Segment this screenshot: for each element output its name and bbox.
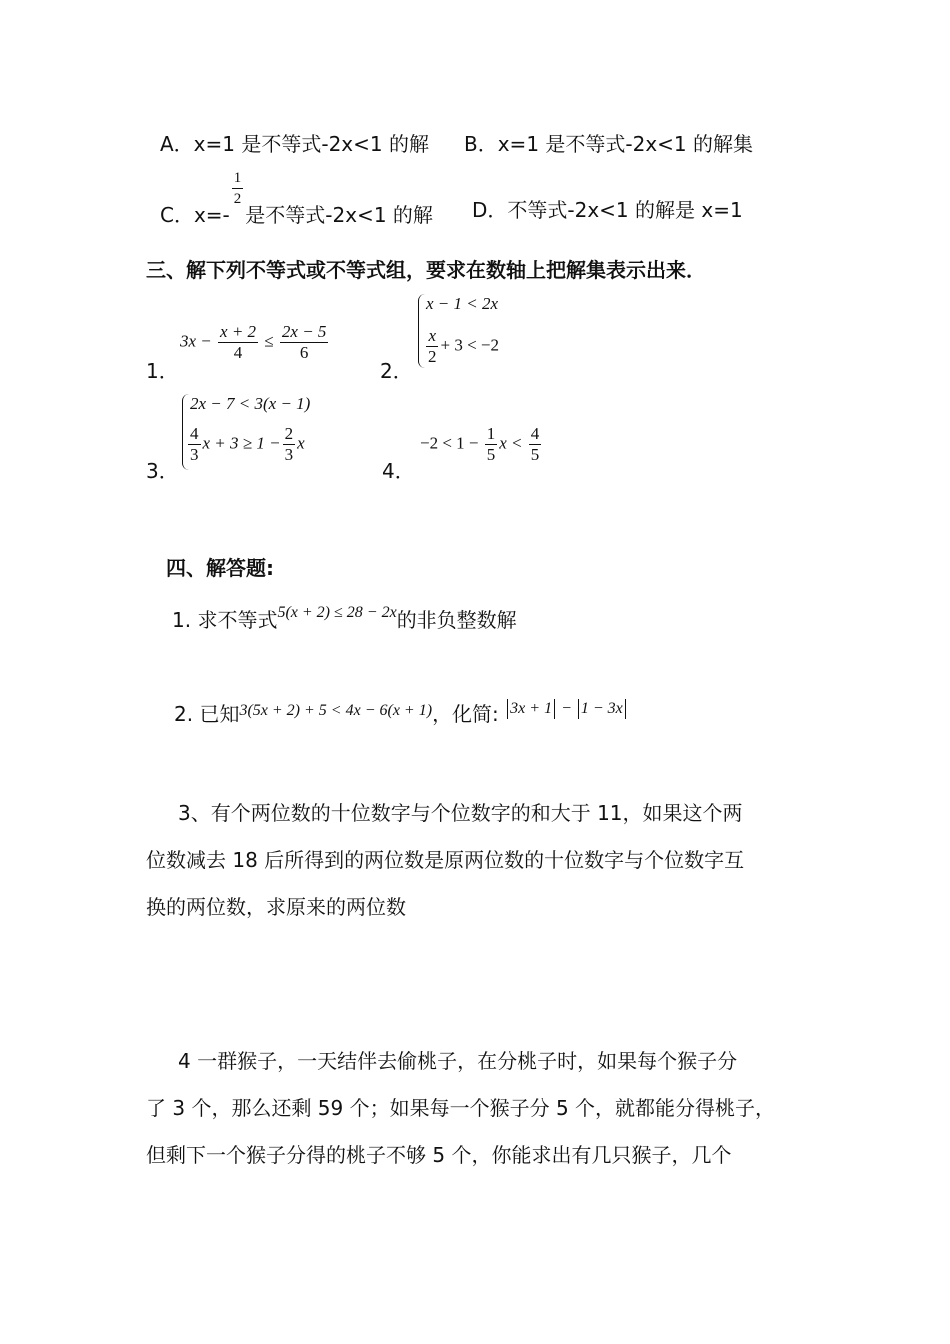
p2-f-den: 2 xyxy=(428,347,437,366)
q2-mid: ，化简: xyxy=(432,702,499,726)
p3-f2-den: 3 xyxy=(284,445,294,464)
q3-line-1: 3、有个两位数的十位数字与个位数字的和大于 11，如果这个两 xyxy=(178,801,743,825)
option-b: B．x=1 是不等式-2x<1 的解集 xyxy=(464,132,754,156)
p4-lead: −2 < 1 − xyxy=(420,433,479,453)
q2-abs1: 3x + 1 xyxy=(510,700,553,717)
p1-f1-den: 4 xyxy=(233,343,243,362)
option-c-prefix: C．x=- xyxy=(160,203,230,227)
q3-line-3: 换的两位数，求原来的两位数 xyxy=(146,895,406,919)
q2-abs-expression xyxy=(505,700,628,717)
section4-heading: 四、解答题: xyxy=(166,556,274,580)
p1-fraction-2 xyxy=(280,322,329,363)
p4-f1-den: 5 xyxy=(486,445,496,464)
p3-tail: x xyxy=(297,433,305,453)
p2-fraction xyxy=(426,326,439,367)
p1-f2-den: 6 xyxy=(299,343,309,362)
p1-f1-num: x + 2 xyxy=(220,322,257,341)
p4-fraction-1 xyxy=(485,424,498,465)
q2-abs2: 1 − 3x xyxy=(580,700,623,717)
p2-line-2 xyxy=(424,326,499,367)
option-c-fraction xyxy=(232,168,244,209)
q4-line-3: 但剩下一个猴子分得的桃子不够 5 个，你能求出有几只猴子，几个 xyxy=(146,1143,732,1167)
p4-fraction-2 xyxy=(529,424,542,465)
q2-math: 3(5x + 2) + 5 < 4x − 6(x + 1) xyxy=(239,702,433,719)
p3-f1-num: 4 xyxy=(190,424,199,443)
problem-1-label: 1． xyxy=(146,359,179,383)
q1-math: 5(x + 2) ≤ 28 − 2x xyxy=(277,604,397,621)
p1-f2-num: 2x − 5 xyxy=(281,322,327,341)
q2-prefix: 2. 已知 xyxy=(174,702,240,726)
abs-bar xyxy=(578,699,579,719)
question-4 xyxy=(146,1038,826,1179)
option-d: D．不等式-2x<1 的解是 x=1 xyxy=(472,198,743,222)
p3-fraction-2 xyxy=(283,424,296,465)
p4-f2-num: 4 xyxy=(530,424,540,443)
option-c-suffix: 是不等式-2x<1 的解 xyxy=(245,203,433,227)
p3-line-1: 2x − 7 < 3(x − 1) xyxy=(190,394,311,413)
section3-heading: 三、解下列不等式或不等式组，要求在数轴上把解集表示出来． xyxy=(146,258,706,282)
problem-2-label: 2． xyxy=(380,359,413,383)
q1-prefix: 1. 求不等式 xyxy=(172,608,278,632)
abs-bar xyxy=(625,699,626,719)
question-2 xyxy=(174,698,628,727)
question-1 xyxy=(172,604,517,633)
option-c-frac-den: 2 xyxy=(233,191,242,207)
p1-lead: 3x − xyxy=(180,331,212,351)
option-a: A．x=1 是不等式-2x<1 的解 xyxy=(160,132,429,156)
problem-4-expression xyxy=(420,424,543,465)
option-c xyxy=(160,166,433,226)
p1-fraction-1 xyxy=(218,322,258,363)
p3-mid: x + 3 ≥ 1 − xyxy=(202,433,281,453)
p3-f2-num: 2 xyxy=(284,424,294,443)
q2-minus: − xyxy=(561,700,572,717)
p2-line2-rest: + 3 < −2 xyxy=(440,335,500,355)
abs-bar xyxy=(507,699,508,719)
problem-4-label: 4． xyxy=(382,459,415,483)
q4-line-1: 4 一群猴子，一天结伴去偷桃子，在分桃子时，如果每个猴子分 xyxy=(178,1049,738,1073)
p2-f-num: x xyxy=(428,326,437,345)
p3-f1-den: 3 xyxy=(190,445,199,464)
q4-line-2: 了 3 个，那么还剩 59 个；如果每一个猴子分 5 个，就都能分得桃子， xyxy=(146,1096,776,1120)
p3-fraction-1 xyxy=(188,424,201,465)
option-c-frac-num: 1 xyxy=(232,168,244,189)
abs-bar xyxy=(554,699,555,719)
problem-1-expression xyxy=(180,322,330,363)
p2-line-1: x − 1 < 2x xyxy=(426,294,499,313)
q1-suffix: 的非负整数解 xyxy=(396,608,517,632)
problem-3-label: 3． xyxy=(146,459,179,483)
question-3 xyxy=(146,790,826,931)
p3-line-2 xyxy=(186,424,305,465)
p4-f1-num: 1 xyxy=(486,424,496,443)
p1-op: ≤ xyxy=(264,331,274,351)
p4-mid: x < xyxy=(499,433,523,453)
q3-line-2: 位数减去 18 后所得到的两位数是原两位数的十位数字与个位数字互 xyxy=(146,848,745,872)
p4-f2-den: 5 xyxy=(530,445,540,464)
